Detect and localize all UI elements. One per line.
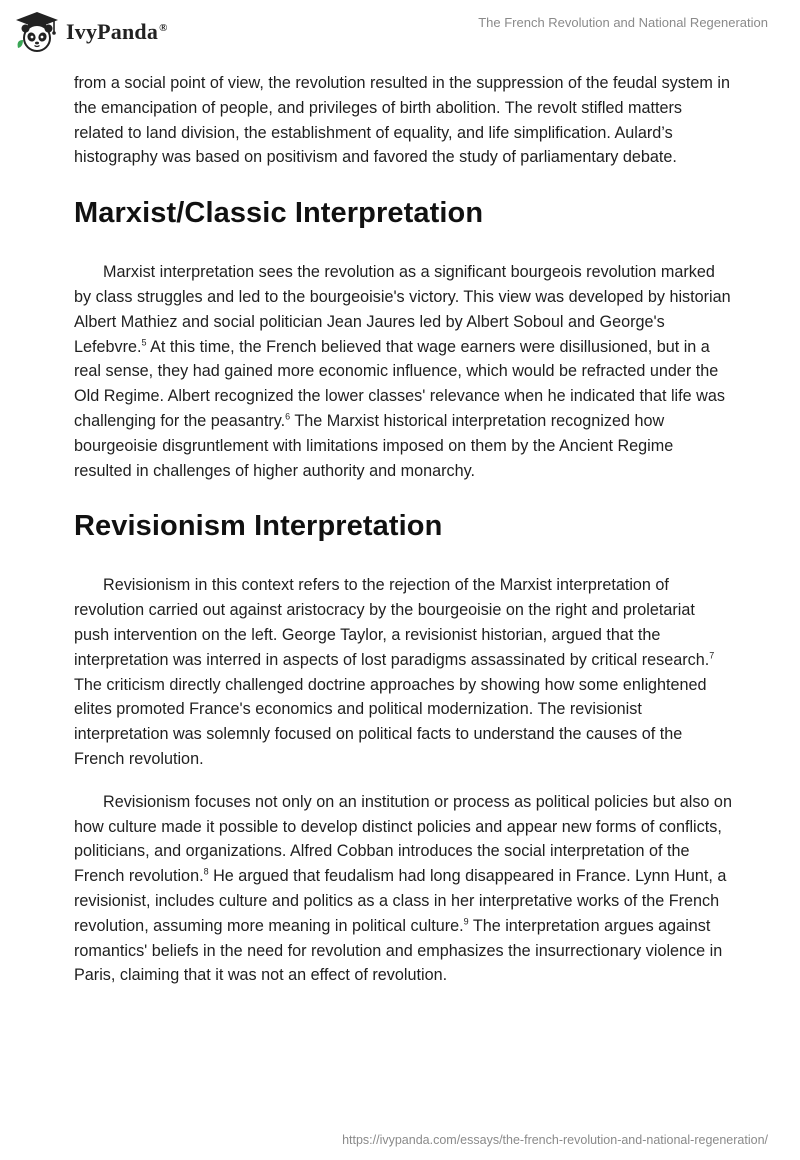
marxist-paragraph: Marxist interpretation sees the revolution as a significant bourgeois revolution marked by class struggles and led to the bourgeoisie's victory. This view was developed by historian Albert Mathiez and social politician Jean Jaures led by Albert Soboul and George's Lefebvre.$^5$ At this time, the French believed that wage earners were disillusioned, but in a real sense, they had gained more economic influence, which would be refracted under the Old Regime. Albert recognized the lower classes' relevance when he indicated that life was challenging for the peasantry.$^6$ The Marxist historical interpretation recognized how bourgeoisie disgruntlement with limitations imposed on them by the Ancient Regime resulted in challenges of higher authority and monarchy. bbox=[74, 263, 731, 480]
ivypanda-logo[interactable] bbox=[14, 10, 168, 54]
footnote-ref-6[interactable]: 6 bbox=[285, 411, 291, 422]
footnote-ref-9[interactable]: 9 bbox=[463, 916, 469, 927]
logo-text: IvyPanda® bbox=[66, 19, 168, 44]
section-heading-revisionism: Revisionism Interpretation bbox=[74, 510, 443, 543]
footnote-ref-8[interactable]: 8 bbox=[203, 866, 209, 877]
essay-body bbox=[74, 71, 734, 988]
document-title: The French Revolution and National Regeneration bbox=[478, 15, 768, 30]
revisionism-paragraph-2: Revisionism focuses not only on an institution or process as political policies but also on how culture made it possible to develop distinct policies and appear new forms of conflicts, politicians, and organizations. Alfred Cobban introduces the social interpretation of the French revolution.$^8$ He argued that feudalism had long disappeared in France. Lynn Hunt, a revisionist, includes culture and politics as a class in her interpretative works of the French revolution, assuming more meaning in political culture.$^9$ The interpretation argues against romantics' beliefs in the need for revolution and emphasizes the insurrectionary violence in Paris, claiming that it was not an effect of revolution. bbox=[74, 792, 732, 985]
section-heading-marxist: Marxist/Classic Interpretation bbox=[74, 197, 484, 230]
footnote-ref-5[interactable]: 5 bbox=[141, 337, 147, 348]
revisionism-paragraph-1: Revisionism in this context refers to the rejection of the Marxist interpretation of revolution carried out against aristocracy by the bourgeoisie on the right and proletariat push intervention on the left. George Taylor, a revisionist historian, argued that the interpretation was interred in aspects of lost paradigms assassinated by critical research.$^7$ The criticism directly challenged doctrine approaches by showing how some enlightened elites promoted France's economics and political modernization. The revisionist interpretation was solemnly focused on political facts to understand the causes of the French revolution. bbox=[74, 576, 715, 768]
panda-graduate-icon bbox=[14, 10, 60, 54]
footnote-ref-7[interactable]: 7 bbox=[709, 650, 715, 661]
source-url[interactable]: https://ivypanda.com/essays/the-french-revolution-and-national-regeneration/ bbox=[342, 1133, 768, 1147]
page-header bbox=[0, 0, 800, 70]
intro-paragraph: from a social point of view, the revolution resulted in the suppression of the feudal system in the emancipation of people, and privileges of birth abolition. The revolt stifled matters related to land division, the establishment of equality, and life simplification. Aulard’s histography was based on positivism and favored the study of parliamentary debate. bbox=[74, 74, 730, 167]
